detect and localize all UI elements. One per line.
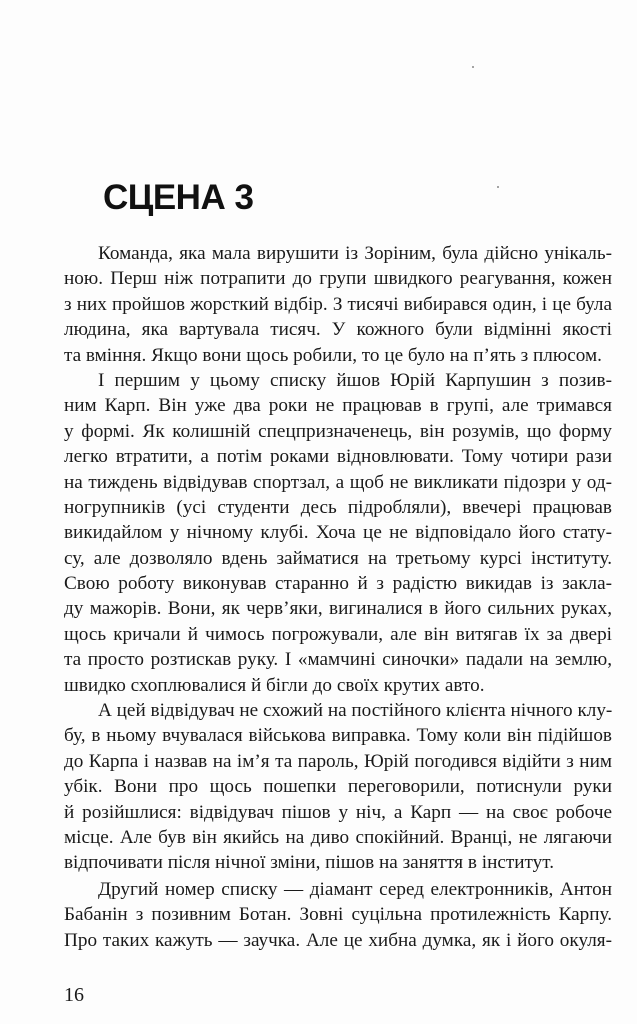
text-line: бу, в ньому вчувалася військова виправка. Тому коли він підійшов — [64, 725, 612, 747]
body-text-main — [64, 241, 612, 876]
chapter-heading: СЦЕНА 3 — [103, 178, 254, 217]
text-line: у формі. Як колишній спецпризначенець, він розумів, що форму — [64, 420, 612, 442]
text-line: ногрупників (усі студенти десь підробляли), ввечері працював — [64, 496, 612, 518]
text-line: су, але дозволяло вдень займатися на третьому курсі інституту. — [64, 547, 612, 569]
text-line: з них пройшов жорсткий відбір. З тисячі вибирався один, і це була — [64, 293, 612, 315]
text-line: Свою роботу виконував старанно й з радістю викидав із закла- — [64, 573, 612, 595]
text-line: ним Карп. Він уже два роки не працював в групі, але тримався — [64, 395, 612, 417]
text-line: та просто розтискав руку. І «мамчині синочки» падали на землю, — [64, 649, 612, 671]
text-line: Бабанін з позивним Ботан. Зовні суцільна протилежність Карпу. — [64, 904, 612, 926]
text-line: людина, яка вартувала тисяч. У кожного були відмінні якості — [64, 319, 612, 341]
text-line: викидайлом у нічному клубі. Хоча це не відповідало його стату- — [64, 522, 612, 544]
text-line: та вміння. Якщо вони щось робили, то це було на п’ять з плюсом. — [64, 344, 602, 366]
text-line: І першим у цьому списку йшов Юрій Карпушин з позив- — [98, 369, 612, 391]
text-line: ною. Перш ніж потрапити до групи швидкого реагування, кожен — [64, 268, 612, 290]
text-line: до Карпа і назвав на ім’я та пароль, Юрій погодився відійти з ним — [64, 750, 612, 772]
print-speck — [472, 66, 474, 68]
text-line: місце. Але був він якийсь на диво спокійний. Вранці, не лягаючи — [64, 826, 612, 848]
text-line: швидко схоплювалися й бігли до своїх крутих авто. — [64, 674, 485, 696]
text-line: убік. Вони про щось пошепки переговорили, потиснули руки — [64, 776, 612, 798]
text-line: щось кричали й чимось погрожували, але він витягав їх за двері — [64, 623, 612, 645]
text-line: Про таких кажуть — заучка. Але це хибна думка, як і його окуля- — [64, 929, 612, 951]
text-line: ду мажорів. Вони, як черв’яки, вигиналися в його сильних руках, — [64, 598, 612, 620]
print-speck — [497, 186, 499, 188]
text-line: Другий номер списку — діамант серед електронників, Антон — [98, 879, 612, 900]
page-number: 16 — [64, 984, 84, 1006]
text-line: А цей відвідувач не схожий на постійного клієнта нічного клу- — [98, 700, 613, 722]
text-line: легко втратити, а потім роками відновлювати. Тому чотири рази — [64, 446, 612, 468]
text-line: й розійшлися: відвідувач пішов у ніч, а Карп — на своє робоче — [64, 801, 612, 823]
text-line: на тиждень відвідував спортзал, а щоб не викликати підозри у од- — [64, 471, 612, 493]
text-line: Команда, яка мала вирушити із Зоріним, була дійсно унікаль- — [98, 243, 612, 264]
body-text-continued — [64, 877, 612, 953]
text-line: відпочивати після нічної зміни, пішов на заняття в інститут. — [64, 852, 555, 874]
